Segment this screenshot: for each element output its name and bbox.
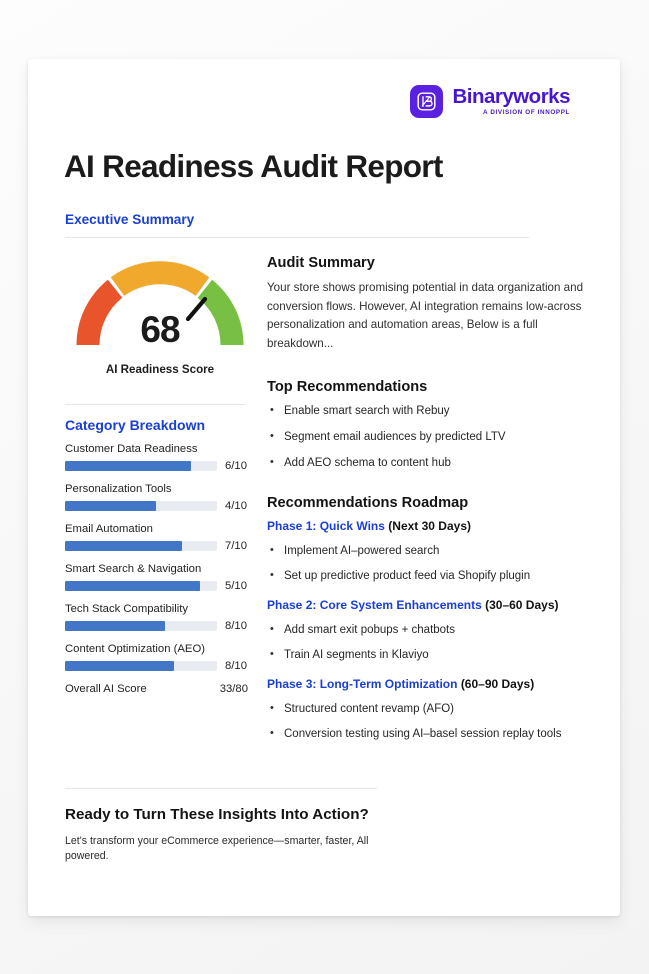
brand-tagline: A DIVISION OF INNOPPL (483, 109, 570, 117)
call-to-action (65, 804, 395, 863)
list-item: • Train AI segments in Klaviyo (267, 647, 594, 663)
category-name: Tech Stack Compatibility (65, 603, 189, 615)
category-name: Smart Search & Navigation (65, 563, 202, 575)
readiness-score-value: 68 (140, 309, 180, 350)
report-page (28, 59, 620, 916)
list-item: • Set up predictive product feed via Shopify plugin (267, 568, 594, 584)
readiness-gauge (70, 255, 250, 376)
category-score: 8/10 (225, 660, 247, 672)
phase-timeframe: (30–60 Days) (485, 598, 559, 613)
category-progress-track (65, 661, 217, 671)
roadmap-phase-3 (267, 677, 594, 742)
cta-subtitle: Let's transform your eCommerce experience—smarter, faster, All powered. (65, 835, 369, 862)
category-progress-fill (65, 581, 200, 591)
category-score: 4/10 (225, 500, 247, 512)
category-score: 6/10 (225, 460, 247, 472)
category-breakdown-list (65, 443, 255, 695)
category-progress-track (65, 621, 217, 631)
list-item: • Implement AI–powered search (267, 543, 594, 559)
phase-name: Phase 1: Quick Wins (267, 519, 385, 534)
phase-name: Phase 3: Long-Term Optimization (267, 677, 458, 692)
category-name: Personalization Tools (65, 483, 172, 495)
audit-summary-body: Your store shows promising potential in data organization and conversion flows. However, AI integration remains low-across personalization and automation areas, Below is a full breakdown... (267, 281, 584, 350)
phase-timeframe: (Next 30 Days) (388, 519, 471, 534)
category-progress-fill (65, 621, 165, 631)
category-item (65, 603, 255, 632)
list-item: • Structured content revamp (AFO) (267, 701, 594, 717)
phase-title (267, 598, 594, 613)
category-item (65, 563, 255, 592)
category-score: 7/10 (225, 540, 247, 552)
divider-footer (65, 788, 377, 789)
top-recommendations-heading: Top Recommendations (267, 379, 428, 396)
audit-summary-heading: Audit Summary (267, 255, 375, 271)
category-score: 5/10 (225, 580, 247, 592)
category-item (65, 483, 255, 512)
right-content-column (267, 255, 594, 756)
phase-1-list (267, 543, 594, 584)
category-progress-track (65, 501, 217, 511)
list-item: • Conversion testing using AI–basel session replay tools (267, 726, 594, 742)
category-name: Email Automation (65, 523, 153, 535)
executive-summary-heading: Executive Summary (65, 212, 195, 227)
brand-name: Binaryworks (452, 84, 570, 108)
category-progress-fill (65, 541, 182, 551)
phase-2-list (267, 622, 594, 663)
roadmap-heading: Recommendations Roadmap (267, 495, 469, 512)
list-item: • Add smart exit pobups + chatbots (267, 622, 594, 638)
page-title: AI Readiness Audit Report (64, 148, 443, 184)
list-item: • Segment email audiences by predicted LTV (267, 429, 594, 445)
category-breakdown-heading: Category Breakdown (65, 417, 206, 433)
category-progress-fill (65, 661, 174, 671)
phase-3-list (267, 701, 594, 742)
divider-executive (65, 237, 529, 238)
category-progress-track (65, 541, 217, 551)
category-name: Customer Data Readiness (65, 443, 198, 455)
roadmap-phase-1 (267, 519, 594, 584)
category-item (65, 443, 255, 472)
category-progress-fill (65, 501, 156, 511)
category-progress-track (65, 461, 217, 471)
brand-logo (410, 85, 570, 118)
phase-title (267, 519, 594, 534)
phase-timeframe: (60–90 Days) (460, 677, 535, 692)
category-progress-track (65, 581, 217, 591)
category-progress-fill (65, 461, 191, 471)
list-item: • Enable smart search with Rebuy (267, 403, 594, 419)
category-score: 8/10 (225, 620, 247, 632)
category-item (65, 523, 255, 552)
readiness-score-label: AI Readiness Score (105, 363, 215, 376)
overall-score-row (65, 683, 248, 695)
binaryworks-b-logo-icon (410, 85, 443, 118)
roadmap-phase-2 (267, 598, 594, 663)
category-item (65, 643, 255, 672)
overall-score-value: 33/80 (219, 683, 248, 695)
overall-score-label: Overall AI Score (65, 683, 147, 695)
cta-title: Ready to Turn These Insights Into Action? (65, 806, 369, 823)
list-item: • Add AEO schema to content hub (267, 455, 594, 471)
phase-title (267, 677, 594, 692)
divider-category (65, 404, 245, 405)
phase-name: Phase 2: Core System Enhancements (267, 598, 482, 613)
top-recommendations-list (267, 403, 594, 471)
category-name: Content Optimization (AEO) (65, 643, 206, 655)
